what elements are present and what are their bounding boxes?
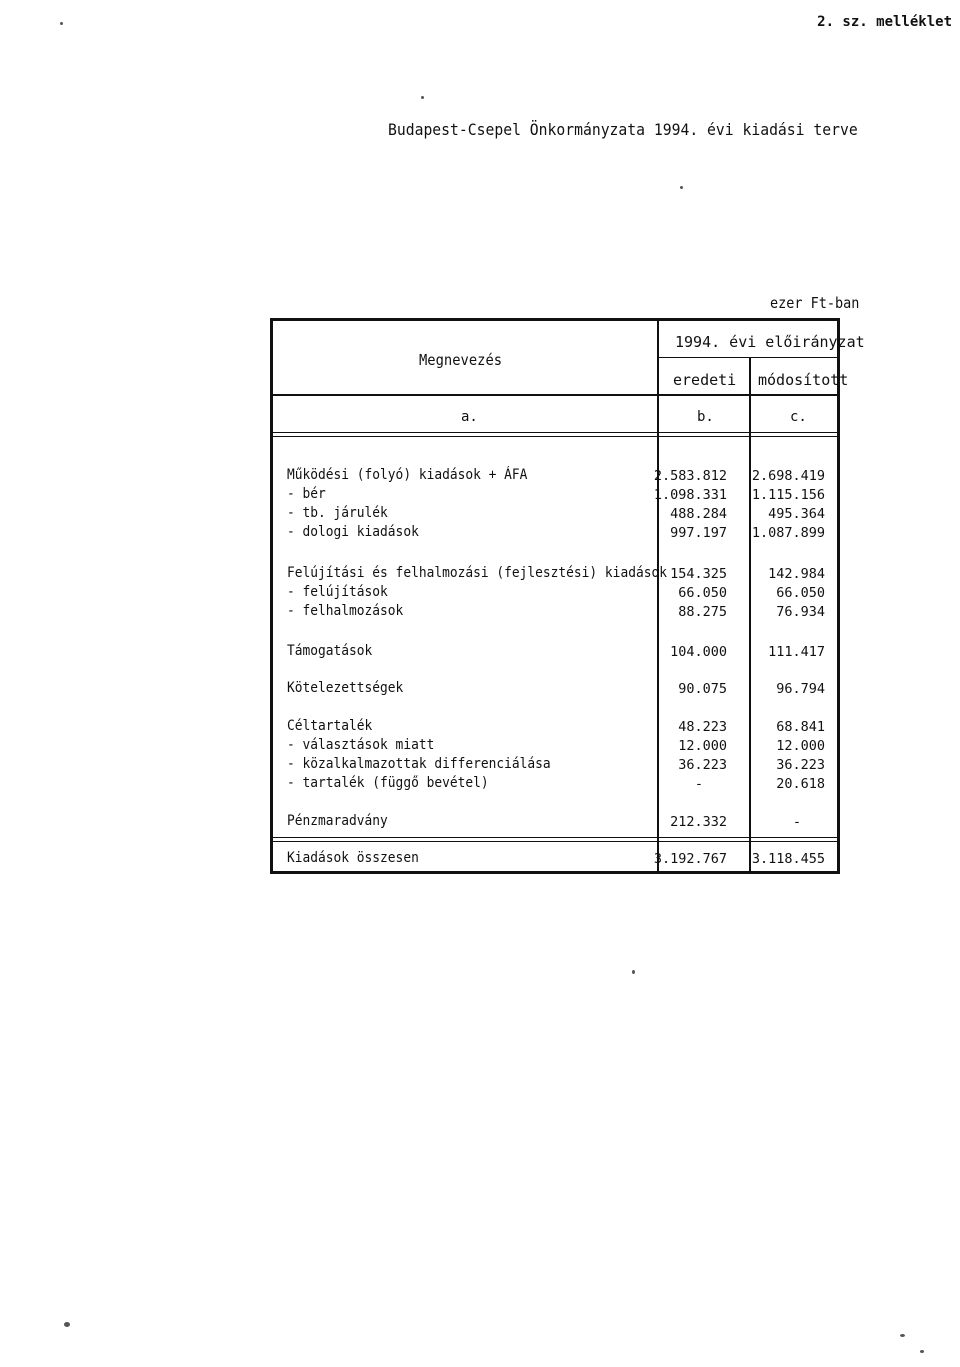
row-original: 212.332 — [670, 814, 727, 830]
row-modified: - — [792, 814, 801, 830]
row-original: 2.583.812 — [653, 468, 727, 484]
col-code-b: b. — [697, 409, 714, 425]
row-modified: 1.115.156 — [751, 487, 825, 503]
row-modified: 36.223 — [776, 757, 825, 773]
total-rule-1 — [273, 837, 840, 838]
row-label: - dologi kiadások — [287, 524, 419, 540]
row-label: Felújítási és felhalmozási (fejlesztési) kiadások — [287, 565, 667, 581]
row-original: 36.223 — [678, 757, 727, 773]
page-title: Budapest-Csepel Önkormányzata 1994. évi kiadási terve — [388, 120, 858, 139]
row-modified: 3.118.455 — [751, 851, 825, 867]
row-label: - tartalék (függő bevétel) — [287, 775, 489, 791]
row-label: - tb. járulék — [287, 505, 388, 521]
row-original: 88.275 — [678, 604, 727, 620]
column-divider-b — [657, 321, 659, 871]
row-modified: 111.417 — [768, 644, 825, 660]
expenditure-table — [270, 318, 865, 874]
row-original: 154.325 — [670, 566, 727, 582]
row-label: Támogatások — [287, 643, 373, 659]
col-header-group: 1994. évi előirányzat — [675, 333, 865, 351]
row-original: 90.075 — [678, 681, 727, 697]
row-modified: 142.984 — [768, 566, 825, 582]
scan-speck — [680, 186, 683, 189]
row-label: - felújítások — [287, 584, 388, 600]
row-modified: 20.618 — [776, 776, 825, 792]
header-subrule — [657, 357, 840, 358]
row-original: 3.192.767 — [653, 851, 727, 867]
row-original: 48.223 — [678, 719, 727, 735]
row-modified: 2.698.419 — [751, 468, 825, 484]
row-label: Működési (folyó) kiadások + ÁFA — [287, 467, 528, 483]
scan-speck — [920, 1350, 924, 1353]
header-rule — [273, 394, 840, 396]
total-rule-2 — [273, 841, 840, 842]
row-modified: 76.934 — [776, 604, 825, 620]
unit-label: ezer Ft-ban — [770, 294, 860, 312]
row-modified: 495.364 — [768, 506, 825, 522]
row-label: - felhalmozások — [287, 603, 404, 619]
row-original: 66.050 — [678, 585, 727, 601]
row-modified: 68.841 — [776, 719, 825, 735]
annex-marker: 2. sz. melléklet — [817, 14, 952, 30]
scan-speck — [632, 970, 635, 974]
col-code-a: a. — [461, 409, 478, 425]
row-label: - közalkalmazottak differenciálása — [287, 756, 551, 772]
code-rule-1 — [273, 432, 840, 433]
row-original: 1.098.331 — [653, 487, 727, 503]
row-label: - választások miatt — [287, 737, 435, 753]
col-header-name: Megnevezés — [419, 351, 503, 369]
row-modified: 66.050 — [776, 585, 825, 601]
row-label: Kötelezettségek — [287, 680, 404, 696]
row-original: 104.000 — [670, 644, 727, 660]
col-header-modified: módosított — [758, 371, 849, 389]
row-modified: 1.087.899 — [751, 525, 825, 541]
row-modified: 12.000 — [776, 738, 825, 754]
column-divider-c — [749, 357, 751, 871]
row-label: Céltartalék — [287, 718, 373, 734]
row-original: - — [694, 776, 703, 792]
row-modified: 96.794 — [776, 681, 825, 697]
row-original: 488.284 — [670, 506, 727, 522]
row-label: Pénzmaradvány — [287, 813, 388, 829]
col-code-c: c. — [790, 409, 807, 425]
scan-speck — [60, 22, 63, 25]
code-rule-2 — [273, 436, 840, 437]
row-label: Kiadások összesen — [287, 850, 419, 866]
scan-speck — [421, 96, 424, 99]
row-label: - bér — [287, 486, 326, 502]
row-original: 12.000 — [678, 738, 727, 754]
scan-speck — [64, 1322, 70, 1327]
col-header-original: eredeti — [673, 371, 737, 389]
row-original: 997.197 — [670, 525, 727, 541]
scan-speck — [900, 1334, 905, 1337]
